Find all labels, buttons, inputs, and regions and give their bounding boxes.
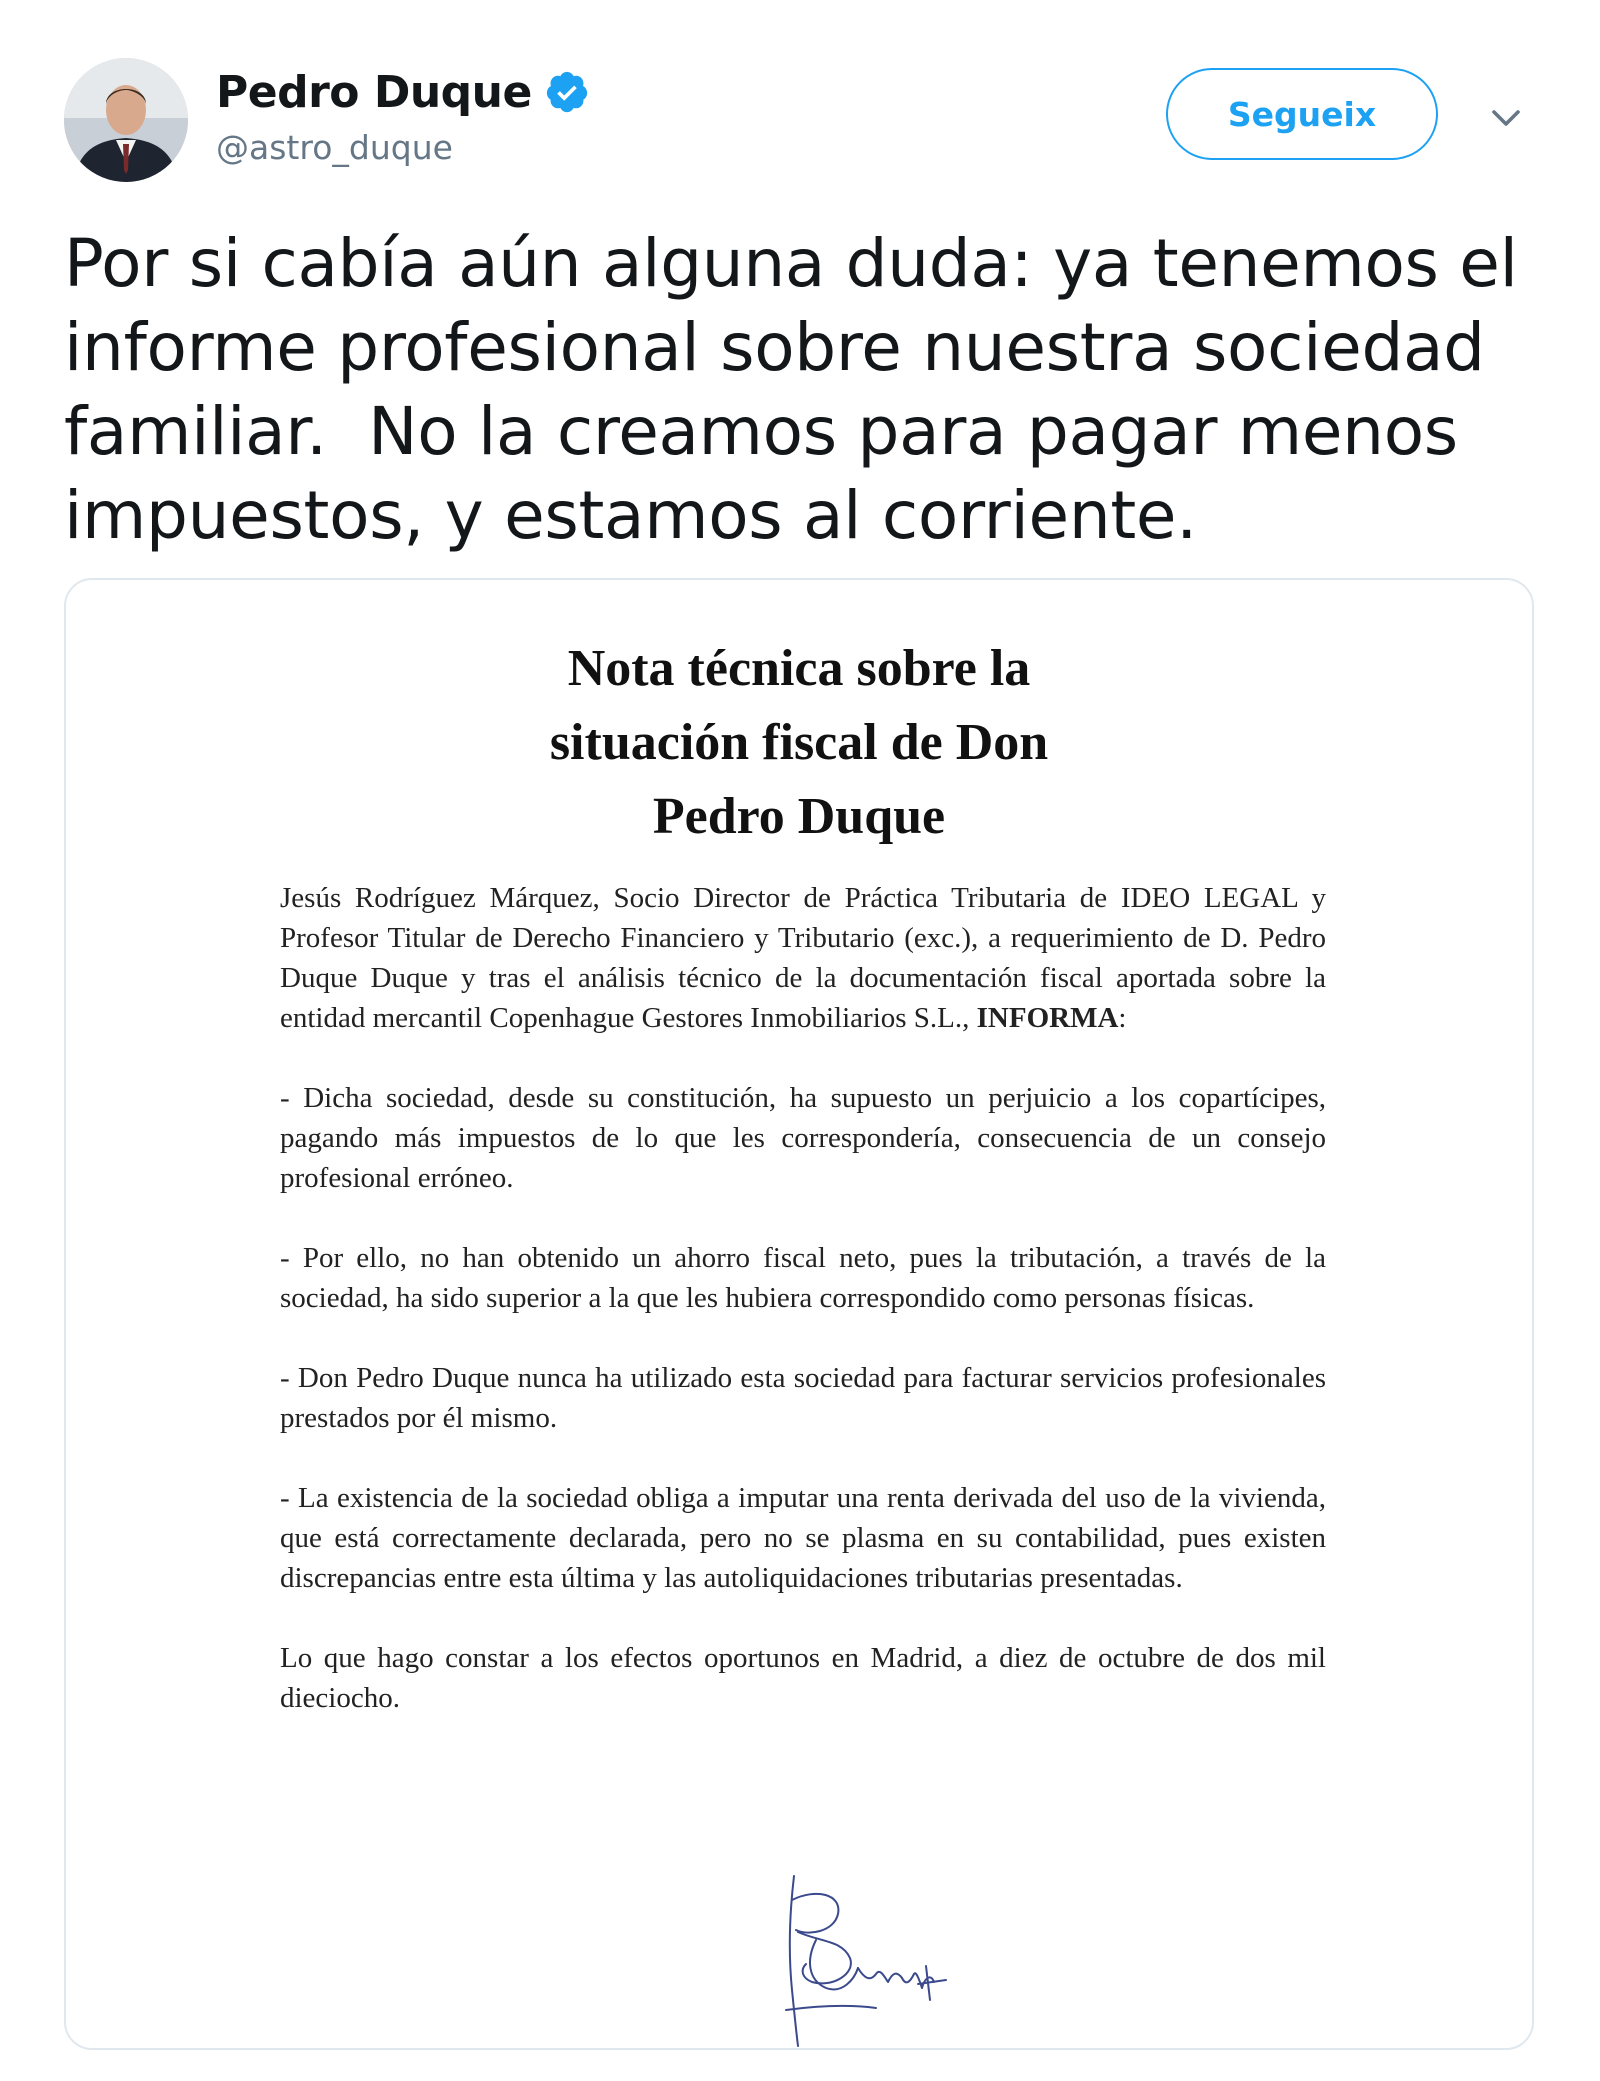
profile-photo bbox=[64, 58, 188, 182]
author-name-row bbox=[216, 62, 590, 122]
tweet-text: Por si cabía aún alguna duda: ya tenemos el informe profesional sobre nuestra sociedad familiar. No la creamos para pagar menos impuestos, y estamos al corriente. bbox=[64, 225, 1539, 554]
intro-end: : bbox=[1118, 1002, 1127, 1034]
signature-image bbox=[746, 1870, 1006, 2050]
intro-text: Jesús Rodríguez Márquez, Socio Director de Práctica Tributaria de IDEO LEGAL y Profesor Titular de Derecho Financiero y Tributario (exc.), a requerimiento de D. Pedro Duque Duque y tras el análisis técnico de la documentación fiscal aportada sobre la entidad mercantil Copenhague Gestores Inmobiliarios S.L., bbox=[280, 882, 1326, 1034]
document-title-line: Nota técnica sobre la bbox=[567, 640, 1031, 697]
document-title-line: situación fiscal de Don bbox=[549, 714, 1049, 771]
document-body bbox=[280, 878, 1326, 1758]
intro-bold: INFORMA bbox=[976, 1002, 1119, 1034]
document-point: - Dicha sociedad, desde su constitución, ha supuesto un perjuicio a los copartícipes, pagando más impuestos de lo que les correspondería, consecuencia de un consejo profesional erróneo. bbox=[280, 1082, 1326, 1194]
chevron-down-icon[interactable] bbox=[1488, 100, 1524, 136]
document-point: - Por ello, no han obtenido un ahorro fiscal neto, pues la tributación, a través de la sociedad, ha sido superior a la que les hubiera correspondido como personas físicas. bbox=[280, 1242, 1326, 1314]
document-title bbox=[66, 632, 1532, 854]
document-closing: Lo que hago constar a los efectos oportunos en Madrid, a diez de octubre de dos mil dieciocho. bbox=[280, 1642, 1326, 1714]
tweet-media-image[interactable] bbox=[64, 578, 1534, 2050]
display-name[interactable]: Pedro Duque bbox=[216, 66, 532, 118]
document-point: - Don Pedro Duque nunca ha utilizado esta sociedad para facturar servicios profesionales prestados por él mismo. bbox=[280, 1362, 1326, 1434]
avatar[interactable] bbox=[64, 58, 188, 182]
document-point: - La existencia de la sociedad obliga a imputar una renta derivada del uso de la vivienda, que está correctamente declarada, pero no se plasma en su contabilidad, pues existen discrepancias entre esta última y las autoliquidaciones tributarias presentadas. bbox=[280, 1482, 1326, 1594]
document-title-line: Pedro Duque bbox=[652, 788, 946, 845]
document-page bbox=[66, 580, 1532, 2048]
verified-badge-icon bbox=[544, 69, 590, 115]
follow-button[interactable]: Segueix bbox=[1166, 68, 1438, 160]
document-intro bbox=[280, 878, 1326, 1038]
author-handle[interactable]: @astro_duque bbox=[216, 128, 453, 167]
